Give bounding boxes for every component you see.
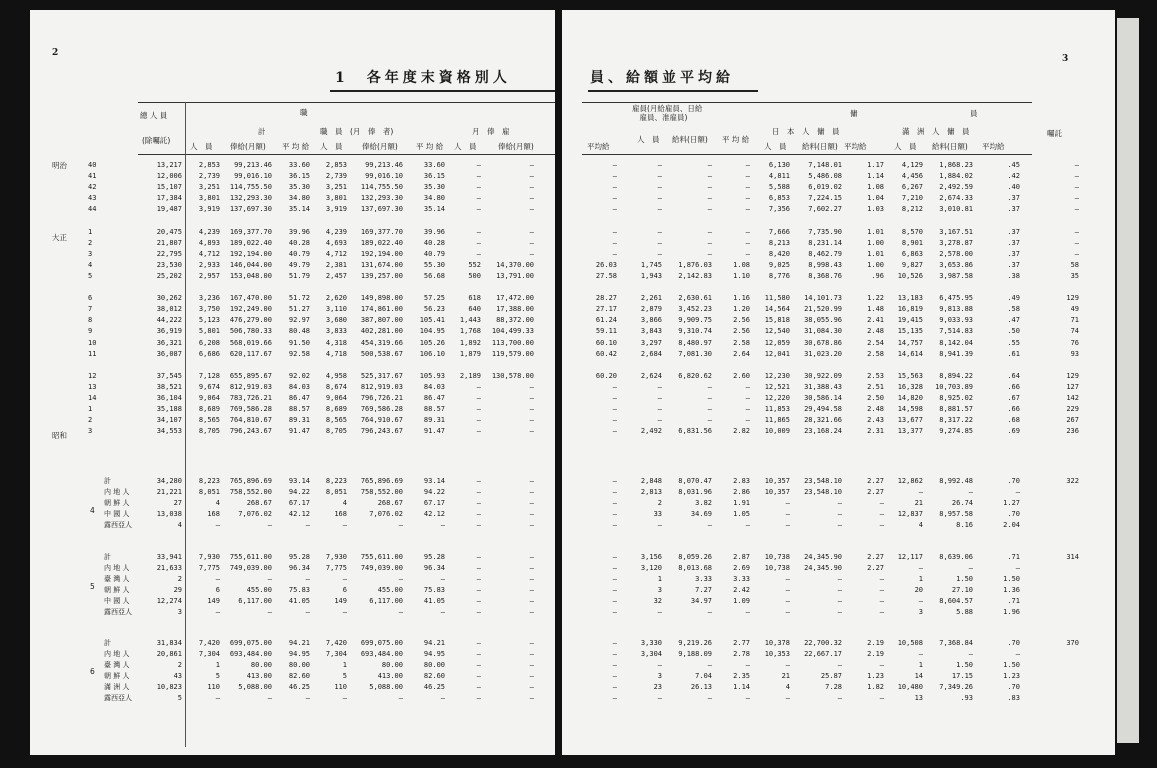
table-title: 員、給額並平均給	[590, 70, 734, 86]
header-manshu: 滿 洲 人 傭 員	[902, 127, 970, 136]
group-nin3: — — — — —	[476, 477, 481, 530]
group-mk: 8,992.48 — 26.74 8,957.58 8.16	[939, 477, 973, 530]
group-nin: 3,330 3,304 — 3 23 —	[640, 639, 662, 703]
header-in: 員	[970, 109, 978, 118]
page-edge	[1117, 18, 1139, 743]
header-nin: 人 員	[637, 135, 660, 144]
group-nin1: 7,420 7,304 1 5 110 —	[198, 639, 220, 703]
group-jn: 10,357 10,357 — — —	[764, 477, 790, 530]
year-column: 40 41 42 43 44 1 2 3 4 5 6 7 8 9 10 11 12 13 14 1 2 3	[88, 161, 97, 436]
right-page	[562, 10, 1115, 755]
group-mn: 10,508 — 1 14 10,480 13	[897, 639, 923, 703]
group-nin1: 7,930 7,775 — 6 149 —	[198, 553, 220, 617]
header-total: 總 人 員	[140, 111, 168, 120]
page-number: 2	[52, 48, 59, 58]
group-avg1: 95.28 96.34 — 75.83 41.05 —	[288, 553, 310, 617]
header-avg3: 平均給	[982, 142, 1005, 151]
header-bottom-rule	[138, 154, 555, 155]
group-year: 6	[90, 667, 95, 676]
group-a: — — — — —	[612, 477, 617, 530]
group-avg: 2.77 2.78 — 2.35 1.14 —	[733, 639, 750, 703]
group-nin: 2,848 2,813 2 33 —	[640, 477, 662, 530]
group-mn: 12,117 — 1 20 — 3	[897, 553, 923, 617]
header-shokutaku: 囑託	[1047, 129, 1062, 138]
group-avg: 2.83 2.86 1.91 1.05 —	[733, 477, 750, 530]
group-mk: 7,368.84 — 1.50 17.15 7,349.26 .93	[939, 639, 973, 703]
getsu-kyu-column: — — — — — — — — 14,370.00 13,791.00 17,472.00 17,388.00 88,372.00 104,499.33 113,700.00 119,579.00 130,578.00 — — — — —	[491, 161, 534, 436]
group-kyu2: 765,896.69 758,552.00 268.67 7,076.02 —	[360, 477, 403, 530]
group-nin3: — — — — — —	[476, 639, 481, 703]
group-ja: 2.27 2.27 — — — —	[867, 553, 884, 617]
group-a: — — — — — —	[612, 553, 617, 617]
header-getsu: 月 俸 雇	[472, 127, 510, 136]
header-yatoi: 雇員(月給雇員、日給 雇員、准雇員)	[632, 104, 703, 122]
header-shokuin: 職 員 (月 俸 者)	[320, 127, 394, 136]
group-ma: .71 — 1.50 1.36 .71 1.96	[1003, 553, 1020, 617]
group-avg1: 93.14 94.22 67.17 42.12 —	[288, 477, 310, 530]
group-kyu1: 755,611.00 749,039.00 — 455.00 6,117.00 —	[229, 553, 272, 617]
group-kyu: 9,219.26 9,188.09 — 7.04 26.13 —	[678, 639, 712, 703]
group-nin1: 8,223 8,051 4 168 —	[198, 477, 220, 530]
group-kyu: 8,070.47 8,031.96 3.82 34.69 —	[678, 477, 712, 530]
era-showa: 昭和	[52, 431, 67, 440]
header-top-rule	[582, 102, 1032, 103]
header-kyu1: 俸給(月額)	[230, 142, 266, 151]
group-sh: 314	[1066, 553, 1079, 561]
header-total-note: (除囑託)	[142, 136, 171, 145]
col-nin: — — — — — — — — 1,745 1,943 2,261 2,879 3,866 3,843 3,297 2,684 2,624 — — — — 2,492	[640, 161, 662, 436]
era-meiji: 明治	[52, 161, 67, 170]
group-mn: 12,862 — 21 12,837 4	[897, 477, 923, 530]
total-column: 13,217 12,006 15,107 17,384 19,487 20,475 21,807 22,795 23,530 25,202 30,262 38,012 44,222 36,919 36,321 36,087 37,545 38,521 36,104 35,188 34,107 34,553	[156, 161, 182, 436]
getsu-nin-column: — — — — — — — — 552 500 618 640 1,443 1,768 1,892 1,879 2,189 — — — — —	[459, 161, 481, 436]
kei-kyu-column: 99,213.46 99,016.10 114,755.50 132,293.30 137,697.30 169,377.70 189,022.40 192,194.00 146,044.00 153,048.00 167,470.00 192,249.00 476,279.00 506,780.33 568,019.66 620,117.67 655,895.67 812,919.03 783,726.21 769,586.28 764,810.67 796,243.67	[229, 161, 272, 436]
header-avg1: 平 均 給	[282, 142, 310, 151]
header-kyu2: 俸給(月額)	[362, 142, 398, 151]
group-kyu1: 699,075.00 693,484.00 80.00 413.00 5,088.00 —	[229, 639, 272, 703]
col-avg: — — — — — — — — 1.08 1.10 1.16 1.20 2.56 2.56 2.58 2.64 2.60 — — — — 2.82	[733, 161, 750, 436]
group-kyu3: — — — — — —	[529, 553, 534, 617]
group-labels: 計 内 地 人 臺 灣 人 朝 鮮 人 滿 洲 人 露西亞人	[104, 639, 132, 703]
group-jk: 24,345.90 24,345.90 — — — —	[804, 553, 842, 617]
col-sh: — — — — — — — — 58 35 129 49 71 74 76 93 129 127 142 229 267 236	[1066, 161, 1079, 436]
shokuin-avg-column: 33.60 36.15 35.30 34.80 35.14 39.96 40.28 40.79 55.30 56.68 57.25 56.23 105.41 104.95 105.26 106.10 105.93 84.03 86.47 88.57 89.31 91.47	[419, 161, 445, 436]
page-number: 3	[1062, 54, 1069, 64]
col-ma: .45 .42 .40 .37 .37 .37 .37 .37 .37 .38 .49 .58 .47 .50 .55 .61 .64 .66 .67 .66 .68 .69	[1007, 161, 1020, 436]
group-jk: 22,700.32 22,667.17 — 25.87 7.28 —	[804, 639, 842, 703]
header-nin2: 人 員	[320, 142, 343, 151]
header-avg0: 平均給	[587, 142, 610, 151]
left-page	[30, 10, 555, 755]
col-mk: 1,868.23 1,884.02 2,492.59 2,674.33 3,010.81 3,167.51 3,278.87 2,578.00 3,653.86 3,987.58 6,475.95 9,813.88 9,033.93 7,514.83 8,142.04 8,941.39 8,894.22 10,703.89 8,925.02 8,881.57 8,317.22 9,274.85	[935, 161, 973, 436]
group-nin2: 8,223 8,051 4 168 —	[325, 477, 347, 530]
group-kyu3: — — — — —	[529, 477, 534, 530]
group-kyu2: 755,611.00 749,039.00 — 455.00 6,117.00 —	[360, 553, 403, 617]
header-avg: 平 均 給	[722, 135, 750, 144]
group-kyu1: 765,896.69 758,552.00 268.67 7,076.02 —	[229, 477, 272, 530]
header-bottom-rule	[582, 154, 1032, 155]
header-nin3: 人 員	[454, 142, 477, 151]
header-nin2: 人 員	[764, 142, 787, 151]
group-a: — — — — — —	[612, 639, 617, 703]
col-ja: 1.17 1.14 1.08 1.04 1.03 1.01 1.00 1.01 1.00 .96 1.22 1.48 2.41 2.48 2.54 2.58 2.53 2.51 2.50 2.48 2.43 2.31	[867, 161, 884, 436]
group-kyu: 8,059.26 8,013.68 3.33 7.27 34.97 —	[678, 553, 712, 617]
col-mn: 4,129 4,456 6,267 7,210 8,212 8,570 8,901 6,863 9,827 10,526 13,183 16,819 19,415 15,135 14,757 14,614 15,563 16,328 14,820 14,598 13,677 13,377	[897, 161, 923, 436]
header-nihon: 日 本 人 傭 員	[772, 127, 840, 136]
group-jk: 23,548.10 23,548.10 — — —	[804, 477, 842, 530]
header-avg2: 平均給	[844, 142, 867, 151]
header-kyu: 給料(日額)	[672, 135, 708, 144]
group-nin2: 7,420 7,304 1 5 110 —	[325, 639, 347, 703]
title-underline	[330, 90, 555, 92]
header-kyu3: 給料(日額)	[932, 142, 968, 151]
group-total: 31,834 20,861 2 43 10,823 5	[156, 639, 182, 703]
group-mk: 8,639.06 — 1.50 27.10 8,604.57 5.88	[939, 553, 973, 617]
header-yo: 傭	[850, 109, 858, 118]
group-ja: 2.27 2.27 — — —	[867, 477, 884, 530]
group-labels: 計 内 地 人 臺 灣 人 朝 鮮 人 中 國 人 露西亞人	[104, 553, 132, 617]
group-sh: 370	[1066, 639, 1079, 647]
group-sh: 322	[1066, 477, 1079, 485]
header-nin1: 人 員	[190, 142, 213, 151]
group-avg2: 94.21 94.95 80.00 82.60 46.25 —	[423, 639, 445, 703]
group-avg: 2.87 2.69 3.33 2.42 1.09 —	[733, 553, 750, 617]
group-ma: .70 — 1.27 .70 2.04	[1003, 477, 1020, 530]
header-top-rule	[138, 102, 555, 103]
group-jn: 10,738 10,738 — — — —	[764, 553, 790, 617]
col-jk: 7,148.01 5,486.08 6,019.02 7,224.15 7,602.27 7,735.90 8,231.14 8,462.79 8,998.43 8,368.76 14,101.73 21,520.99 38,055.96 31,084.30 30,678.86 31,023.20 30,922.09 31,388.43 30,586.14 29,494.58 28,321.66 23,168.24	[804, 161, 842, 436]
shokuin-nin-column: 2,853 2,739 3,251 3,801 3,919 4,239 4,693 4,712 2,381 2,457 2,620 3,110 3,680 3,833 4,318 4,718 4,958 8,674 9,064 8,689 8,565 8,705	[325, 161, 347, 436]
group-avg2: 95.28 96.34 — 75.83 41.05 —	[423, 553, 445, 617]
shokuin-kyu-column: 99,213.46 99,016.10 114,755.50 132,293.30 137,697.30 169,377.70 189,022.40 192,194.00 131,674.00 139,257.00 149,898.00 174,861.00 387,807.00 402,281.00 454,319.66 500,538.67 525,317.67 812,919.03 796,726.21 769,586.28 764,910.67 796,243.67	[360, 161, 403, 436]
kei-avg-column: 33.60 36.15 35.30 34.80 35.14 39.96 40.28 40.79 49.79 51.79 51.72 51.27 92.97 80.48 91.50 92.58 92.02 84.03 86.47 88.57 89.31 91.47	[288, 161, 310, 436]
header-avg2: 平 均 給	[416, 142, 444, 151]
group-nin2: 7,930 7,775 — 6 149 —	[325, 553, 347, 617]
group-year: 4	[90, 506, 95, 515]
title-underline	[588, 90, 758, 92]
group-nin3: — — — — — —	[476, 553, 481, 617]
group-kyu2: 699,075.00 693,484.00 80.00 413.00 5,088.00 —	[360, 639, 403, 703]
header-shoku: 職	[300, 108, 308, 117]
group-avg1: 94.21 94.95 80.00 82.60 46.25 —	[288, 639, 310, 703]
header-kyu3: 俸給(月額)	[498, 142, 534, 151]
group-ma: .70 — 1.50 1.23 .70 .83	[1003, 639, 1020, 703]
group-nin: 3,156 3,120 1 3 32 —	[640, 553, 662, 617]
table-title: 1 各年度末資格別人	[335, 70, 511, 86]
group-total: 34,280 21,221 27 13,038 4	[156, 477, 182, 530]
group-year: 5	[90, 582, 95, 591]
era-taisho: 大正	[52, 233, 67, 242]
kei-nin-column: 2,853 2,739 3,251 3,801 3,919 4,239 4,893 4,712 2,933 2,957 3,236 3,750 5,123 5,801 6,208 6,686 7,128 9,674 9,064 8,689 8,565 8,705	[198, 161, 220, 436]
group-kyu3: — — — — — —	[529, 639, 534, 703]
header-kei: 計	[258, 127, 266, 136]
header-nin3: 人 員	[894, 142, 917, 151]
col-kyu: — — — — — — — — 1,876.03 2,142.83 2,630.61 3,452.23 9,909.75 9,310.74 8,480.97 7,081.30 6,820.62 — — — — 6,831.56	[678, 161, 712, 436]
group-labels: 計 内 地 人 朝 鮮 人 中 國 人 露西亞人	[104, 477, 132, 530]
col-jn: 6,130 4,811 5,588 6,853 7,356 7,666 8,213 8,420 9,025 8,776 11,580 14,564 15,818 12,540 12,059 12,041 12,230 12,521 12,220 11,853 11,865 10,009	[764, 161, 790, 436]
group-total: 33,941 21,633 2 29 12,274 3	[156, 553, 182, 617]
group-avg2: 93.14 94.22 67.17 42.12 —	[423, 477, 445, 530]
header-kyu2: 給料(日額)	[802, 142, 838, 151]
col-a: — — — — — — — — 26.03 27.58 28.27 27.17 61.24 59.11 60.10 60.42 60.20 — — — — —	[595, 161, 617, 436]
group-ja: 2.19 2.19 — 1.23 1.82 —	[867, 639, 884, 703]
group-jn: 10,378 10,353 — 21 4 —	[764, 639, 790, 703]
